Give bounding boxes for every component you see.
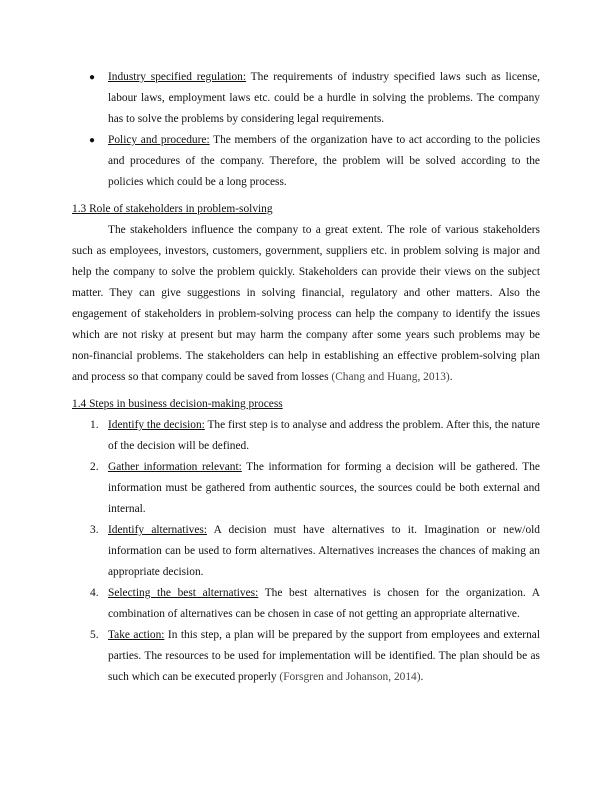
bullet-item	[72, 67, 540, 130]
bullet-icon: ●	[89, 72, 96, 83]
step-term: Selecting the best alternatives:	[108, 587, 259, 599]
step-term: Identify the decision:	[108, 419, 205, 431]
step-text: In this step, a plan will be prepared by the support from employees and external parties. The resources to be used for implementation will be identified. The plan should be as such which can be executed properly	[108, 629, 541, 683]
step-text: The first step is to analyse and address the problem. After this, the nature of the decision will be defined.	[108, 419, 540, 452]
step-item	[72, 520, 540, 583]
bullet-term: Policy and procedure:	[108, 134, 210, 146]
step-term: Take action:	[108, 629, 165, 641]
bullet-list	[72, 67, 540, 193]
step-number: 5.	[90, 629, 99, 641]
step-number: 1.	[90, 419, 99, 431]
step-item	[72, 415, 540, 457]
bullet-icon: ●	[89, 135, 96, 146]
paragraph-text: The stakeholders influence the company to a great extent. The role of various stakeholders such as employees, investors, customers, government, suppliers etc. in problem solving is major and help the company to solve the problem quickly. Stakeholders can provide their views on the subject matter. They can give suggestions in solving financial, regulatory and other matters. Also the engagement of stakeholders in problem-solving process can help the company to identify the issues which are not risky at present but may harm the company after some years such problems may be non-financial problems. The stakeholders can help in establishing an effective problem-solving plan and process so that company could be saved from losses	[72, 224, 540, 383]
step-text: The best alternatives is chosen for the organization. A combination of alternatives can be chosen in case of not getting an appropriate alternative.	[108, 587, 540, 620]
section-heading-1-4: 1.4 Steps in business decision-making process	[72, 398, 283, 410]
document-page	[72, 67, 540, 688]
step-item	[72, 457, 540, 520]
step-term: Identify alternatives:	[108, 524, 207, 536]
bullet-text: The requirements of industry specified laws such as license, labour laws, employment laws etc. could be a hurdle in solving the problems. The company has to solve the problems by considering legal requirements.	[108, 71, 540, 125]
citation: (Forsgren and Johanson, 2014)	[279, 671, 421, 683]
step-number: 3.	[90, 524, 99, 536]
bullet-item	[72, 130, 540, 193]
paragraph-end: .	[449, 371, 453, 383]
citation: (Chang and Huang, 2013)	[331, 371, 450, 383]
step-number: 2.	[90, 461, 99, 473]
step-end: .	[420, 671, 424, 683]
bullet-term: Industry specified regulation:	[108, 71, 247, 83]
step-item	[72, 625, 540, 688]
step-number: 4.	[90, 587, 99, 599]
bullet-text: The members of the organization have to act according to the policies and procedures of the company. Therefore, the problem will be solved according to the policies which could be a long process.	[108, 134, 541, 188]
steps-list	[72, 415, 540, 688]
step-item	[72, 583, 540, 625]
step-text: The information for forming a decision will be gathered. The information must be gathered from authentic sources, the sources could be both external and internal.	[108, 461, 540, 515]
step-text: A decision must have alternatives to it. Imagination or new/old information can be used to form alternatives. Alternatives increases the chances of making an appropriate decision.	[108, 524, 540, 578]
section-heading-1-3: 1.3 Role of stakeholders in problem-solving	[72, 203, 273, 215]
stakeholders-paragraph	[72, 220, 540, 388]
step-term: Gather information relevant:	[108, 461, 242, 473]
